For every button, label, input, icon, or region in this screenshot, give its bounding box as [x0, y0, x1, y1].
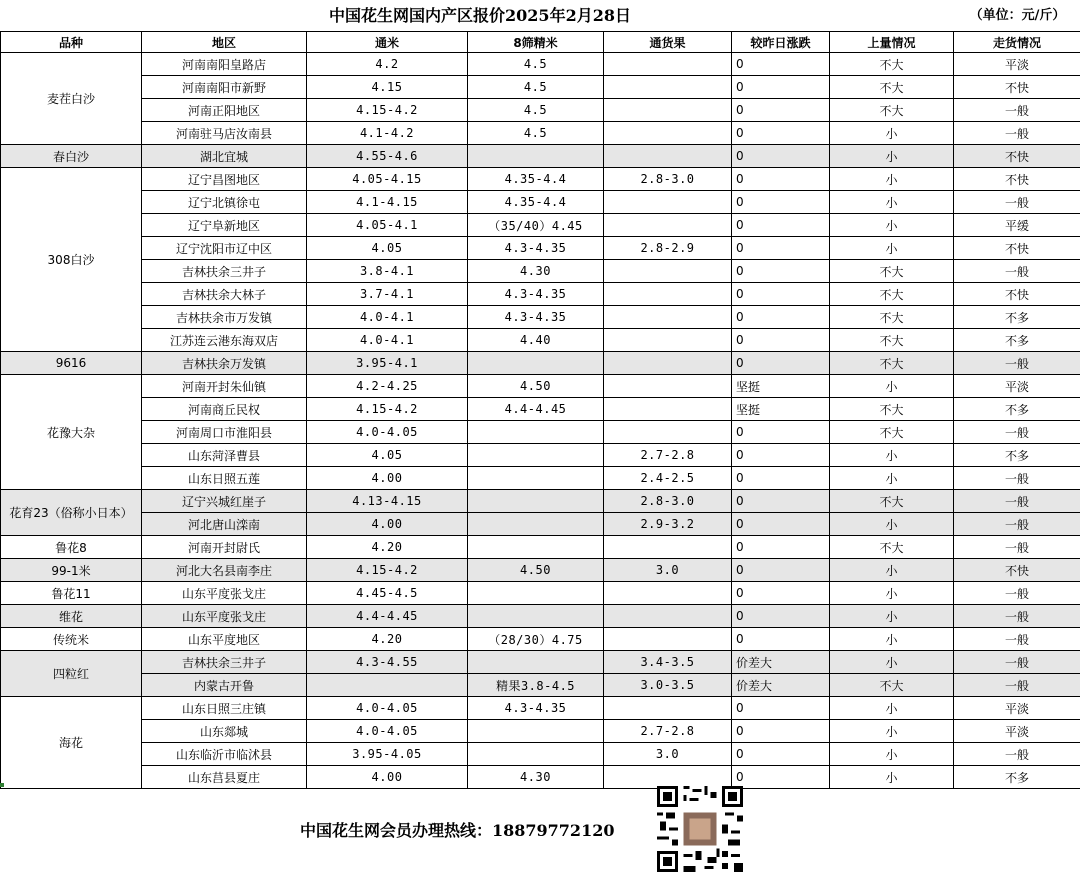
- table-row: [1, 329, 1080, 352]
- table-row: [1, 766, 1080, 789]
- sales-cell: 一般: [954, 582, 1080, 605]
- variety-cell: 鲁花11: [1, 582, 142, 605]
- region-cell: 山东平度张戈庄: [142, 582, 307, 605]
- tongmi-cell: 3.8-4.1: [307, 260, 468, 283]
- region-cell: 河北唐山滦南: [142, 513, 307, 536]
- variety-cell: 麦茬白沙: [1, 53, 142, 145]
- tongmi-cell: 4.0-4.1: [307, 329, 468, 352]
- tonghuoguo-cell: 2.7-2.8: [604, 720, 732, 743]
- sales-cell: 不快: [954, 145, 1080, 168]
- tongmi-cell: 4.0-4.05: [307, 720, 468, 743]
- tongmi-cell: 4.2: [307, 53, 468, 76]
- variety-cell: 海花: [1, 697, 142, 789]
- tongmi-cell: 4.4-4.45: [307, 605, 468, 628]
- tonghuoguo-cell: [604, 53, 732, 76]
- region-cell: 河北大名县南李庄: [142, 559, 307, 582]
- supply-cell: 小: [830, 697, 954, 720]
- jingmi-cell: [468, 467, 604, 490]
- col-header: 走货情况: [954, 32, 1080, 53]
- tongmi-cell: 4.05-4.15: [307, 168, 468, 191]
- variety-cell: 四粒红: [1, 651, 142, 697]
- tongmi-cell: 4.15-4.2: [307, 398, 468, 421]
- variety-cell: 鲁花8: [1, 536, 142, 559]
- change-cell: 0: [732, 743, 830, 766]
- tongmi-cell: 4.0-4.05: [307, 421, 468, 444]
- variety-cell: 维花: [1, 605, 142, 628]
- tongmi-cell: 4.00: [307, 467, 468, 490]
- change-cell: 价差大: [732, 674, 830, 697]
- tongmi-cell: 4.05: [307, 237, 468, 260]
- table-row: [1, 122, 1080, 145]
- col-header: 品种: [1, 32, 142, 53]
- supply-cell: 小: [830, 605, 954, 628]
- jingmi-cell: [468, 743, 604, 766]
- jingmi-cell: [468, 582, 604, 605]
- tonghuoguo-cell: 2.7-2.8: [604, 444, 732, 467]
- tongmi-cell: 4.00: [307, 766, 468, 789]
- region-cell: 辽宁兴城红崖子: [142, 490, 307, 513]
- table-row: [1, 605, 1080, 628]
- region-cell: 辽宁阜新地区: [142, 214, 307, 237]
- supply-cell: 小: [830, 766, 954, 789]
- supply-cell: 不大: [830, 352, 954, 375]
- supply-cell: 不大: [830, 53, 954, 76]
- jingmi-cell: 4.40: [468, 329, 604, 352]
- jingmi-cell: [468, 536, 604, 559]
- sales-cell: 平淡: [954, 697, 1080, 720]
- col-header: 较昨日涨跌: [732, 32, 830, 53]
- supply-cell: 小: [830, 559, 954, 582]
- jingmi-cell: （35/40）4.45: [468, 214, 604, 237]
- tonghuoguo-cell: [604, 605, 732, 628]
- tongmi-cell: 4.55-4.6: [307, 145, 468, 168]
- region-cell: 山东莒县夏庄: [142, 766, 307, 789]
- supply-cell: 小: [830, 214, 954, 237]
- region-cell: 山东临沂市临沭县: [142, 743, 307, 766]
- tongmi-cell: 4.20: [307, 536, 468, 559]
- variety-cell: 99-1米: [1, 559, 142, 582]
- change-cell: 0: [732, 214, 830, 237]
- tonghuoguo-cell: [604, 421, 732, 444]
- jingmi-cell: [468, 720, 604, 743]
- change-cell: 0: [732, 697, 830, 720]
- sales-cell: 一般: [954, 122, 1080, 145]
- change-cell: 0: [732, 605, 830, 628]
- table-row: [1, 214, 1080, 237]
- tonghuoguo-cell: 2.9-3.2: [604, 513, 732, 536]
- region-cell: 山东郯城: [142, 720, 307, 743]
- change-cell: 0: [732, 122, 830, 145]
- jingmi-cell: [468, 421, 604, 444]
- table-row: [1, 145, 1080, 168]
- region-cell: 河南驻马店汝南县: [142, 122, 307, 145]
- sales-cell: 一般: [954, 191, 1080, 214]
- sales-cell: 不多: [954, 306, 1080, 329]
- sales-cell: 不快: [954, 168, 1080, 191]
- jingmi-cell: [468, 145, 604, 168]
- tonghuoguo-cell: [604, 76, 732, 99]
- region-cell: 河南南阳皇路店: [142, 53, 307, 76]
- jingmi-cell: 4.3-4.35: [468, 697, 604, 720]
- sales-cell: 一般: [954, 536, 1080, 559]
- supply-cell: 小: [830, 467, 954, 490]
- tonghuoguo-cell: 2.8-3.0: [604, 168, 732, 191]
- sales-cell: 一般: [954, 743, 1080, 766]
- jingmi-cell: 4.30: [468, 766, 604, 789]
- table-row: [1, 674, 1080, 697]
- table-row: [1, 582, 1080, 605]
- tongmi-cell: 4.05-4.1: [307, 214, 468, 237]
- supply-cell: 小: [830, 237, 954, 260]
- jingmi-cell: 4.5: [468, 99, 604, 122]
- sales-cell: 一般: [954, 651, 1080, 674]
- col-header: 8筛精米: [468, 32, 604, 53]
- tonghuoguo-cell: [604, 145, 732, 168]
- region-cell: 吉林扶余三井子: [142, 260, 307, 283]
- supply-cell: 小: [830, 651, 954, 674]
- table-row: [1, 444, 1080, 467]
- change-cell: 0: [732, 421, 830, 444]
- jingmi-cell: 4.3-4.35: [468, 306, 604, 329]
- variety-cell: 308白沙: [1, 168, 142, 352]
- region-cell: 山东平度张戈庄: [142, 605, 307, 628]
- supply-cell: 小: [830, 168, 954, 191]
- variety-cell: 花豫大杂: [1, 375, 142, 490]
- region-cell: 山东菏泽曹县: [142, 444, 307, 467]
- table-row: [1, 697, 1080, 720]
- tonghuoguo-cell: 3.0-3.5: [604, 674, 732, 697]
- table-row: [1, 398, 1080, 421]
- tonghuoguo-cell: [604, 283, 732, 306]
- region-cell: 辽宁昌图地区: [142, 168, 307, 191]
- jingmi-cell: 4.5: [468, 53, 604, 76]
- sheet-title: 中国花生网国内产区报价2025年2月28日: [329, 6, 631, 25]
- region-cell: 山东日照三庄镇: [142, 697, 307, 720]
- variety-cell: 传统米: [1, 628, 142, 651]
- table-row: [1, 651, 1080, 674]
- tonghuoguo-cell: [604, 582, 732, 605]
- change-cell: 0: [732, 237, 830, 260]
- variety-cell: 花育23（俗称小日本）: [1, 490, 142, 536]
- tonghuoguo-cell: [604, 99, 732, 122]
- jingmi-cell: [468, 490, 604, 513]
- jingmi-cell: 精果3.8-4.5: [468, 674, 604, 697]
- region-cell: 吉林扶余市万发镇: [142, 306, 307, 329]
- jingmi-cell: 4.3-4.35: [468, 283, 604, 306]
- sales-cell: 一般: [954, 628, 1080, 651]
- change-cell: 价差大: [732, 651, 830, 674]
- region-cell: 内蒙古开鲁: [142, 674, 307, 697]
- tonghuoguo-cell: [604, 214, 732, 237]
- sales-cell: 一般: [954, 605, 1080, 628]
- tonghuoguo-cell: [604, 329, 732, 352]
- table-row: [1, 628, 1080, 651]
- region-cell: 吉林扶余大林子: [142, 283, 307, 306]
- sales-cell: 不多: [954, 398, 1080, 421]
- col-header: 通货果: [604, 32, 732, 53]
- tonghuoguo-cell: [604, 398, 732, 421]
- table-row: [1, 283, 1080, 306]
- table-row: [1, 237, 1080, 260]
- tonghuoguo-cell: [604, 122, 732, 145]
- supply-cell: 不大: [830, 76, 954, 99]
- supply-cell: 不大: [830, 260, 954, 283]
- table-row: [1, 720, 1080, 743]
- supply-cell: 不大: [830, 306, 954, 329]
- tongmi-cell: 3.95-4.05: [307, 743, 468, 766]
- supply-cell: 小: [830, 582, 954, 605]
- tonghuoguo-cell: [604, 375, 732, 398]
- jingmi-cell: 4.3-4.35: [468, 237, 604, 260]
- tonghuoguo-cell: [604, 260, 732, 283]
- table-row: [1, 168, 1080, 191]
- jingmi-cell: [468, 513, 604, 536]
- hotline-text: 中国花生网会员办理热线：18879772120: [300, 821, 615, 840]
- jingmi-cell: [468, 444, 604, 467]
- jingmi-cell: 4.50: [468, 375, 604, 398]
- sales-cell: 不快: [954, 76, 1080, 99]
- tongmi-cell: 4.0-4.05: [307, 697, 468, 720]
- sales-cell: 不快: [954, 559, 1080, 582]
- change-cell: 0: [732, 467, 830, 490]
- jingmi-cell: [468, 651, 604, 674]
- tongmi-cell: 4.20: [307, 628, 468, 651]
- col-header: 上量情况: [830, 32, 954, 53]
- change-cell: 0: [732, 444, 830, 467]
- change-cell: 0: [732, 490, 830, 513]
- sales-cell: 不多: [954, 766, 1080, 789]
- table-row: [1, 421, 1080, 444]
- tongmi-cell: 4.05: [307, 444, 468, 467]
- sales-cell: 一般: [954, 421, 1080, 444]
- tongmi-cell: 4.0-4.1: [307, 306, 468, 329]
- corner-marker: [0, 783, 4, 787]
- jingmi-cell: 4.4-4.45: [468, 398, 604, 421]
- change-cell: 0: [732, 99, 830, 122]
- change-cell: 坚挺: [732, 398, 830, 421]
- table-row: [1, 99, 1080, 122]
- tonghuoguo-cell: [604, 628, 732, 651]
- jingmi-cell: 4.5: [468, 76, 604, 99]
- sales-cell: 一般: [954, 467, 1080, 490]
- supply-cell: 不大: [830, 329, 954, 352]
- tonghuoguo-cell: 3.0: [604, 559, 732, 582]
- sales-cell: 一般: [954, 99, 1080, 122]
- supply-cell: 不大: [830, 490, 954, 513]
- region-cell: 山东日照五莲: [142, 467, 307, 490]
- table-body: [1, 53, 1080, 789]
- table-row: [1, 743, 1080, 766]
- change-cell: 0: [732, 168, 830, 191]
- region-cell: 辽宁沈阳市辽中区: [142, 237, 307, 260]
- region-cell: 吉林扶余万发镇: [142, 352, 307, 375]
- supply-cell: 小: [830, 122, 954, 145]
- change-cell: 坚挺: [732, 375, 830, 398]
- table-row: [1, 53, 1080, 76]
- region-cell: 河南正阳地区: [142, 99, 307, 122]
- table-row: [1, 559, 1080, 582]
- jingmi-cell: [468, 605, 604, 628]
- table-row: [1, 513, 1080, 536]
- tongmi-cell: 4.00: [307, 513, 468, 536]
- jingmi-cell: [468, 352, 604, 375]
- sales-cell: 不快: [954, 283, 1080, 306]
- price-table: [0, 31, 1080, 789]
- tongmi-cell: 4.1-4.2: [307, 122, 468, 145]
- region-cell: 江苏连云港东海双店: [142, 329, 307, 352]
- sales-cell: 平淡: [954, 53, 1080, 76]
- change-cell: 0: [732, 191, 830, 214]
- table-row: [1, 375, 1080, 398]
- table-row: [1, 76, 1080, 99]
- tongmi-cell: 4.45-4.5: [307, 582, 468, 605]
- region-cell: 湖北宜城: [142, 145, 307, 168]
- sales-cell: 一般: [954, 260, 1080, 283]
- tongmi-cell: 4.3-4.55: [307, 651, 468, 674]
- unit-label: （单位：元/斤）: [969, 8, 1066, 23]
- sales-cell: 不快: [954, 237, 1080, 260]
- jingmi-cell: （28/30）4.75: [468, 628, 604, 651]
- jingmi-cell: 4.30: [468, 260, 604, 283]
- supply-cell: 不大: [830, 283, 954, 306]
- table-row: [1, 260, 1080, 283]
- change-cell: 0: [732, 260, 830, 283]
- jingmi-cell: 4.5: [468, 122, 604, 145]
- region-cell: 河南南阳市新野: [142, 76, 307, 99]
- supply-cell: 小: [830, 145, 954, 168]
- change-cell: 0: [732, 53, 830, 76]
- supply-cell: 小: [830, 375, 954, 398]
- supply-cell: 小: [830, 743, 954, 766]
- table-row: [1, 490, 1080, 513]
- tongmi-cell: 4.2-4.25: [307, 375, 468, 398]
- variety-cell: 春白沙: [1, 145, 142, 168]
- sales-cell: 平缓: [954, 214, 1080, 237]
- region-cell: 河南开封尉氏: [142, 536, 307, 559]
- tongmi-cell: 3.95-4.1: [307, 352, 468, 375]
- region-cell: 山东平度地区: [142, 628, 307, 651]
- tonghuoguo-cell: [604, 352, 732, 375]
- supply-cell: 不大: [830, 421, 954, 444]
- tonghuoguo-cell: [604, 191, 732, 214]
- header-row: [1, 32, 1080, 53]
- col-header: 通米: [307, 32, 468, 53]
- region-cell: 河南周口市淮阳县: [142, 421, 307, 444]
- tongmi-cell: 3.7-4.1: [307, 283, 468, 306]
- tongmi-cell: [307, 674, 468, 697]
- change-cell: 0: [732, 306, 830, 329]
- tonghuoguo-cell: 3.0: [604, 743, 732, 766]
- supply-cell: 不大: [830, 674, 954, 697]
- sales-cell: 一般: [954, 352, 1080, 375]
- sales-cell: 不多: [954, 329, 1080, 352]
- change-cell: 0: [732, 76, 830, 99]
- jingmi-cell: 4.50: [468, 559, 604, 582]
- sales-cell: 一般: [954, 674, 1080, 697]
- change-cell: 0: [732, 145, 830, 168]
- sales-cell: 平淡: [954, 375, 1080, 398]
- tonghuoguo-cell: 2.4-2.5: [604, 467, 732, 490]
- qr-code-icon[interactable]: [657, 786, 743, 872]
- change-cell: 0: [732, 628, 830, 651]
- tonghuoguo-cell: [604, 536, 732, 559]
- region-cell: 吉林扶余三井子: [142, 651, 307, 674]
- table-row: [1, 191, 1080, 214]
- change-cell: 0: [732, 720, 830, 743]
- table-row: [1, 536, 1080, 559]
- table-row: [1, 352, 1080, 375]
- jingmi-cell: 4.35-4.4: [468, 168, 604, 191]
- supply-cell: 小: [830, 191, 954, 214]
- change-cell: 0: [732, 536, 830, 559]
- change-cell: 0: [732, 582, 830, 605]
- change-cell: 0: [732, 329, 830, 352]
- supply-cell: 小: [830, 513, 954, 536]
- tongmi-cell: 4.1-4.15: [307, 191, 468, 214]
- supply-cell: 小: [830, 628, 954, 651]
- change-cell: 0: [732, 283, 830, 306]
- variety-cell: 9616: [1, 352, 142, 375]
- supply-cell: 不大: [830, 536, 954, 559]
- supply-cell: 小: [830, 720, 954, 743]
- region-cell: 河南开封朱仙镇: [142, 375, 307, 398]
- sales-cell: 平淡: [954, 720, 1080, 743]
- sales-cell: 一般: [954, 513, 1080, 536]
- change-cell: 0: [732, 559, 830, 582]
- jingmi-cell: 4.35-4.4: [468, 191, 604, 214]
- tonghuoguo-cell: 2.8-2.9: [604, 237, 732, 260]
- tonghuoguo-cell: 3.4-3.5: [604, 651, 732, 674]
- tongmi-cell: 4.13-4.15: [307, 490, 468, 513]
- change-cell: 0: [732, 352, 830, 375]
- tonghuoguo-cell: [604, 306, 732, 329]
- tongmi-cell: 4.15-4.2: [307, 99, 468, 122]
- sales-cell: 一般: [954, 490, 1080, 513]
- sales-cell: 不多: [954, 444, 1080, 467]
- tonghuoguo-cell: 2.8-3.0: [604, 490, 732, 513]
- tongmi-cell: 4.15: [307, 76, 468, 99]
- region-cell: 河南商丘民权: [142, 398, 307, 421]
- supply-cell: 小: [830, 444, 954, 467]
- supply-cell: 不大: [830, 398, 954, 421]
- change-cell: 0: [732, 766, 830, 789]
- table-row: [1, 306, 1080, 329]
- tonghuoguo-cell: [604, 697, 732, 720]
- table-row: [1, 467, 1080, 490]
- region-cell: 辽宁北镇徐屯: [142, 191, 307, 214]
- tongmi-cell: 4.15-4.2: [307, 559, 468, 582]
- col-header: 地区: [142, 32, 307, 53]
- supply-cell: 不大: [830, 99, 954, 122]
- change-cell: 0: [732, 513, 830, 536]
